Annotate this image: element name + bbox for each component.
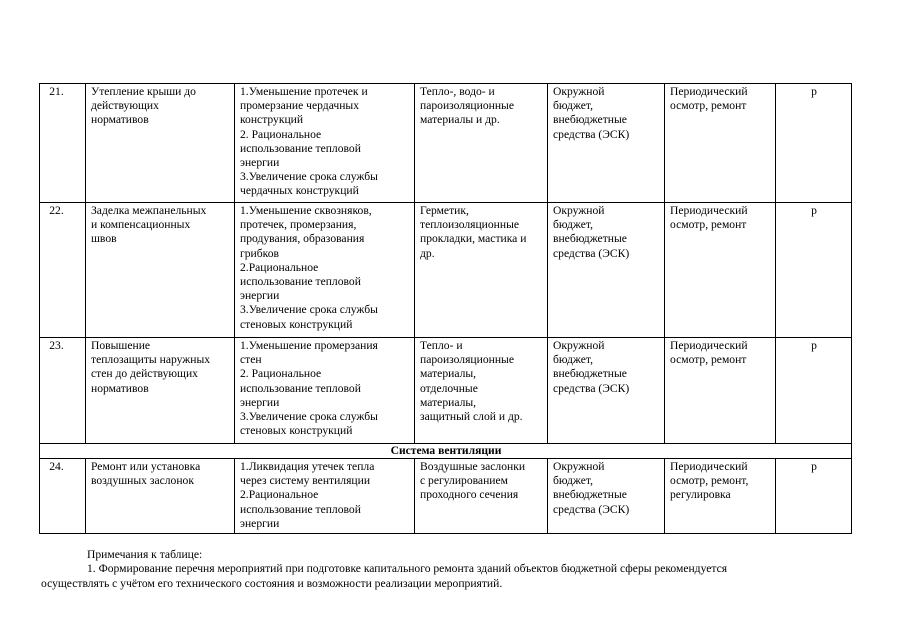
measure-effect: 1.Уменьшение сквозняков, протечек, промерзания, продувания, образования грибков 2.Рациональное использование тепловой энергии 3.Увеличение срока службы стеновых конструкций xyxy=(235,203,415,338)
section-header-row xyxy=(40,444,852,459)
section-title: Система вентиляции xyxy=(40,444,852,459)
table-row xyxy=(40,84,852,203)
row-number: 22. xyxy=(40,203,86,338)
measure-name: Ремонт или установка воздушных заслонок xyxy=(86,459,235,534)
note-item-1-line-1: 1. Формирование перечня мероприятий при подготовке капитального ремонта зданий объектов бюджетной сферы рекомендуется xyxy=(87,562,728,576)
measure-method: Периодический осмотр, ремонт xyxy=(665,203,776,338)
note-item-1-line-2: осуществлять с учётом его технического состояния и возможности реализации мероприятий. xyxy=(41,576,503,590)
measure-effect: 1.Уменьшение протечек и промерзание чердачных конструкций 2. Рациональное использование тепловой энергии 3.Увеличение срока службы чердачных конструкций xyxy=(235,84,415,203)
measure-funding: Окружной бюджет, внебюджетные средства (ЭСК) xyxy=(548,84,665,203)
measure-name: Заделка межпанельных и компенсационных швов xyxy=(86,203,235,338)
measure-materials: Тепло- и пароизоляционные материалы, отделочные материалы, защитный слой и др. xyxy=(415,338,548,444)
table-row xyxy=(40,459,852,534)
measure-funding: Окружной бюджет, внебюджетные средства (ЭСК) xyxy=(548,338,665,444)
measure-symbol: р xyxy=(776,84,852,203)
row-number: 21. xyxy=(40,84,86,203)
measure-symbol: р xyxy=(776,459,852,534)
measure-name: Утепление крыши до действующих нормативов xyxy=(86,84,235,203)
measure-name: Повышение теплозащиты наружных стен до действующих нормативов xyxy=(86,338,235,444)
measure-funding: Окружной бюджет, внебюджетные средства (ЭСК) xyxy=(548,203,665,338)
measures-table xyxy=(39,83,852,534)
table-notes xyxy=(41,548,853,591)
table-row xyxy=(40,338,852,444)
notes-heading: Примечания к таблице: xyxy=(87,548,203,561)
table-row xyxy=(40,203,852,338)
measure-symbol: р xyxy=(776,338,852,444)
measure-materials: Герметик, теплоизоляционные прокладки, мастика и др. xyxy=(415,203,548,338)
measure-symbol: р xyxy=(776,203,852,338)
row-number: 23. xyxy=(40,338,86,444)
measure-funding: Окружной бюджет, внебюджетные средства (ЭСК) xyxy=(548,459,665,534)
measure-method: Периодический осмотр, ремонт xyxy=(665,338,776,444)
measure-materials: Тепло-, водо- и пароизоляционные материалы и др. xyxy=(415,84,548,203)
measure-effect: 1.Ликвидация утечек тепла через систему вентиляции 2.Рациональное использование тепловой энергии xyxy=(235,459,415,534)
measure-method: Периодический осмотр, ремонт xyxy=(665,84,776,203)
measure-materials: Воздушные заслонки с регулированием проходного сечения xyxy=(415,459,548,534)
measure-method: Периодический осмотр, ремонт, регулировка xyxy=(665,459,776,534)
measure-effect: 1.Уменьшение промерзания стен 2. Рациональное использование тепловой энергии 3.Увеличение срока службы стеновых конструкций xyxy=(235,338,415,444)
row-number: 24. xyxy=(40,459,86,534)
